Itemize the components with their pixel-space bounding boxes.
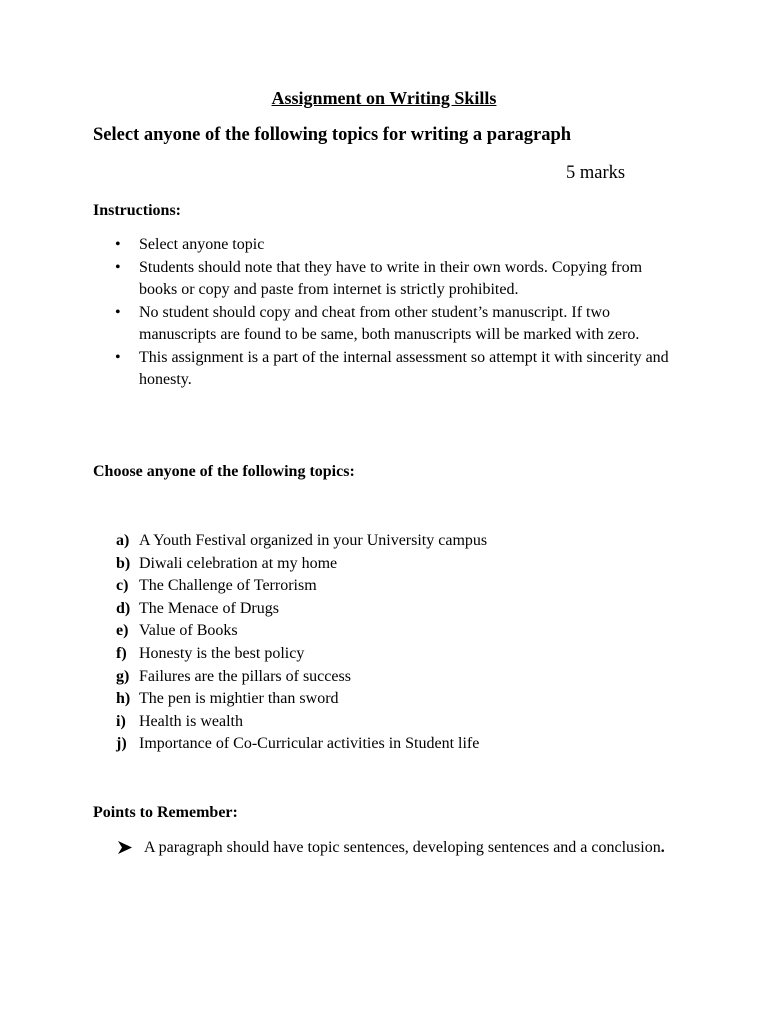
topic-letter: e)	[116, 622, 129, 640]
topics-heading: Choose anyone of the following topics:	[93, 463, 355, 480]
topic-item	[116, 575, 676, 598]
instruction-item	[93, 347, 683, 392]
topic-text: The pen is mightier than sword	[139, 690, 339, 708]
topic-item	[116, 553, 676, 576]
instruction-item	[93, 234, 683, 257]
topic-text: The Menace of Drugs	[139, 599, 279, 617]
topic-text: A Youth Festival organized in your University campus	[139, 532, 488, 549]
bullet-dot-icon: •	[115, 258, 121, 276]
topic-item	[116, 598, 676, 621]
bullet-dot-icon: •	[115, 348, 121, 366]
instructions-heading: Instructions:	[93, 202, 182, 219]
topic-text: Failures are the pillars of success	[139, 667, 351, 685]
topic-letter: g)	[116, 667, 130, 685]
instruction-text: No student should copy and cheat from other student’s manuscript. If two manuscripts are found to be same, both manuscripts will be marked with zero.	[139, 303, 640, 343]
topic-letter: f)	[116, 644, 127, 662]
bullet-dot-icon: •	[115, 303, 121, 321]
topic-item	[116, 688, 676, 711]
topic-letter: i)	[116, 712, 126, 730]
point-text: A paragraph should have topic sentences, developing sentences and a conclusion	[144, 839, 661, 856]
points-heading: Points to Remember:	[93, 804, 238, 821]
point-item	[118, 836, 678, 859]
instruction-item	[93, 257, 683, 302]
instruction-text: This assignment is a part of the internal assessment so attempt it with sincerity and honesty.	[139, 348, 669, 388]
topic-letter: h)	[116, 690, 131, 708]
points-list	[118, 836, 678, 859]
topic-item	[116, 733, 676, 756]
topic-text: Diwali celebration at my home	[139, 554, 338, 572]
instruction-item	[93, 302, 683, 347]
topic-text: Health is wealth	[139, 712, 243, 730]
arrowhead-bullet-icon	[118, 841, 132, 854]
topic-letter: j)	[116, 735, 127, 753]
instruction-text: Students should note that they have to write in their own words. Copying from books or copy and paste from internet is strictly prohibited.	[139, 258, 643, 298]
bullet-dot-icon: •	[115, 236, 121, 253]
topic-item	[116, 666, 676, 689]
topic-item	[116, 530, 676, 553]
topic-letter: d)	[116, 599, 131, 617]
topic-item	[116, 711, 676, 734]
document-subtitle: Select anyone of the following topics for writing a paragraph	[93, 125, 572, 145]
topic-item	[116, 620, 676, 643]
instruction-text: Select anyone topic	[139, 236, 265, 253]
topic-letter: b)	[116, 554, 131, 572]
topic-letter: c)	[116, 577, 129, 595]
topic-text: Importance of Co-Curricular activities in Student life	[139, 735, 480, 753]
topic-letter: a)	[116, 532, 130, 549]
marks-label: 5 marks	[566, 163, 626, 183]
instructions-list	[93, 234, 683, 392]
topic-text: The Challenge of Terrorism	[139, 577, 317, 595]
topic-text: Honesty is the best policy	[139, 644, 305, 662]
topic-text: Value of Books	[139, 622, 238, 640]
document-title: Assignment on Writing Skills	[271, 88, 497, 108]
topics-list	[116, 530, 676, 756]
topic-item	[116, 643, 676, 666]
point-period: .	[660, 839, 665, 856]
